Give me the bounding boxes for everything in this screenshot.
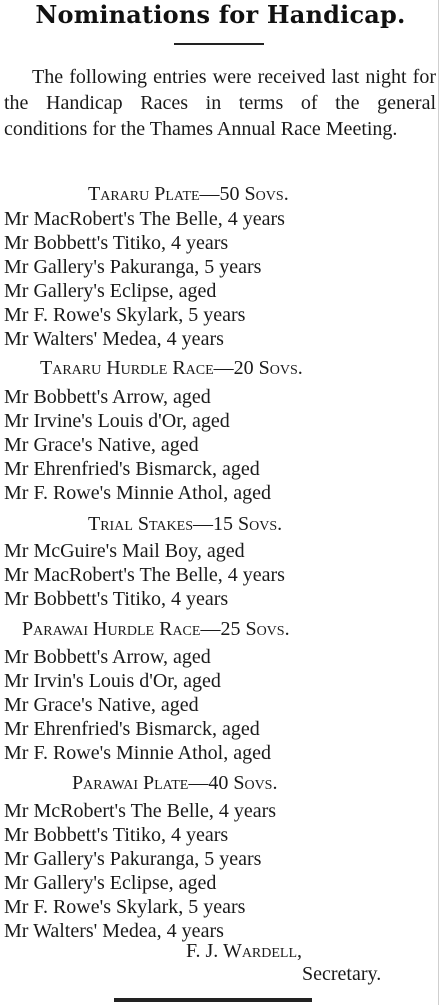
- entry-line: Mr Gallery's Pakuranga, 5 years: [4, 256, 262, 278]
- entry-line: Mr Walters' Medea, 4 years: [4, 328, 224, 350]
- entry-line: Mr Irvine's Louis d'Or, aged: [4, 410, 230, 432]
- entry-line: Mr Gallery's Eclipse, aged: [4, 872, 217, 894]
- headline: Nominations for Handicap.: [35, 0, 406, 29]
- entry-line: Mr F. Rowe's Minnie Athol, aged: [4, 482, 271, 504]
- entry-line: Mr F. Rowe's Skylark, 5 years: [4, 304, 246, 326]
- section-title-parawai-plate: Parawai Plate—40 Sovs.: [72, 772, 278, 794]
- entry-line: Mr Gallery's Eclipse, aged: [4, 280, 217, 302]
- entry-line: Mr Grace's Native, aged: [4, 434, 199, 456]
- entry-line: Mr F. Rowe's Skylark, 5 years: [4, 896, 246, 918]
- intro-paragraph: The following entries were received last night for the Handicap Races in terms of the general conditions for the Thames Annual Race Meeting.: [4, 66, 436, 140]
- entry-line: Mr Bobbett's Arrow, aged: [4, 386, 211, 408]
- entry-line: Mr F. Rowe's Minnie Athol, aged: [4, 742, 271, 764]
- section-title-trial-stakes: Trial Stakes—15 Sovs.: [88, 513, 283, 535]
- section-title-parawai-hurdle: Parawai Hurdle Race—25 Sovs.: [22, 618, 290, 640]
- entry-line: Mr McGuire's Mail Boy, aged: [4, 540, 245, 562]
- entry-line: Mr Gallery's Pakuranga, 5 years: [4, 848, 262, 870]
- footer-rule: [114, 998, 312, 1002]
- signature-name: F. J. Wardell,: [186, 940, 303, 962]
- entry-line: Mr Bobbett's Titiko, 4 years: [4, 232, 229, 254]
- signature-title: Secretary.: [302, 963, 382, 985]
- entry-line: Mr Bobbett's Arrow, aged: [4, 646, 211, 668]
- entry-line: Mr Bobbett's Titiko, 4 years: [4, 824, 229, 846]
- entry-line: Mr McRobert's The Belle, 4 years: [4, 800, 277, 822]
- entry-line: Mr Grace's Native, aged: [4, 694, 199, 716]
- section-title-tararu-plate: Tararu Plate—50 Sovs.: [88, 183, 289, 205]
- entry-line: Mr Walters' Medea, 4 years: [4, 920, 224, 942]
- entry-line: Mr Bobbett's Titiko, 4 years: [4, 588, 229, 610]
- entry-line: Mr Ehrenfried's Bismarck, aged: [4, 718, 260, 740]
- page-edge-line: [438, 0, 439, 1005]
- headline-rule: [174, 43, 264, 45]
- entry-line: Mr Irvin's Louis d'Or, aged: [4, 670, 221, 692]
- entry-line: Mr MacRobert's The Belle, 4 years: [4, 564, 285, 586]
- entry-line: Mr MacRobert's The Belle, 4 years: [4, 208, 285, 230]
- entry-line: Mr Ehrenfried's Bismarck, aged: [4, 458, 260, 480]
- section-title-tararu-hurdle: Tararu Hurdle Race—20 Sovs.: [40, 357, 303, 379]
